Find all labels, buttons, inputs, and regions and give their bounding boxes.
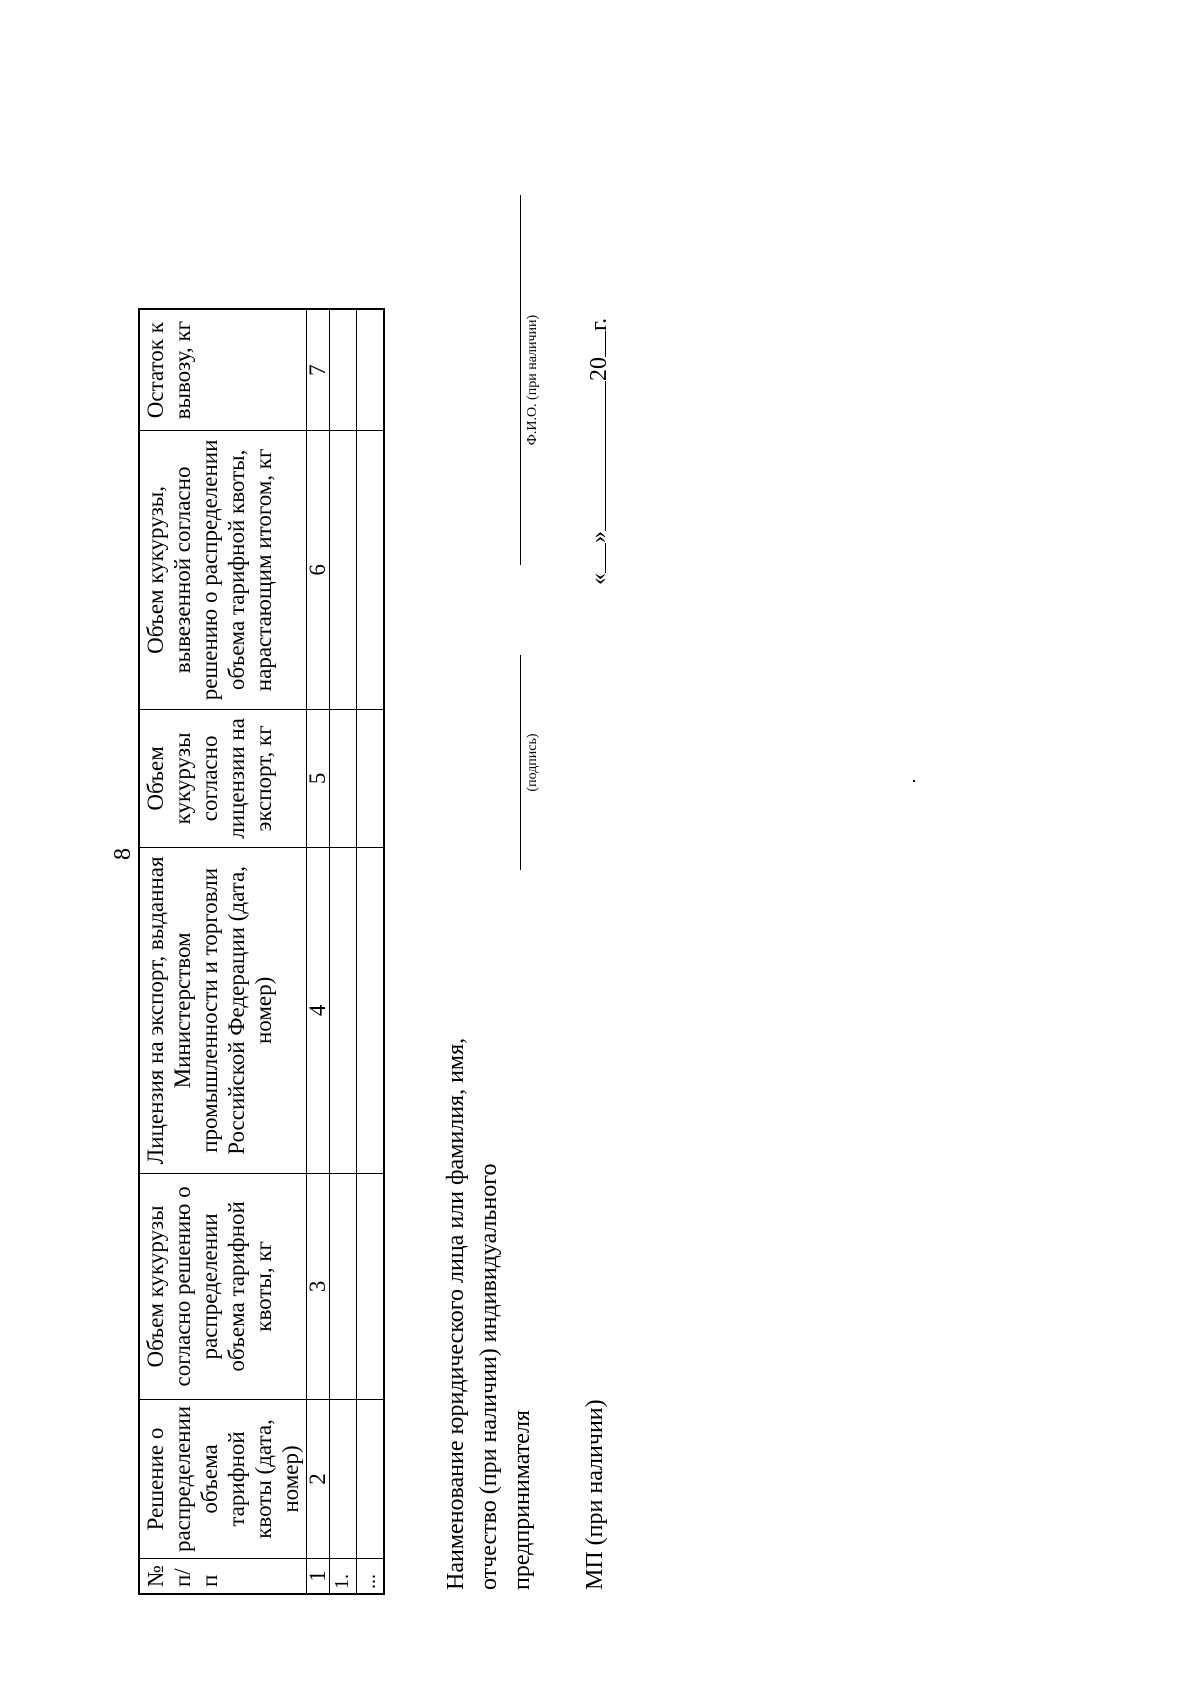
column-number-cell: 3 xyxy=(307,1173,330,1399)
column-number-cell: 4 xyxy=(307,847,330,1173)
column-number-cell: 7 xyxy=(307,309,330,430)
header-cell-license: Лицензия на экспорт, выданная Министерством промышленности и торговли Российской Федерации (дата, номер) xyxy=(139,847,307,1173)
table-cell xyxy=(357,1173,385,1399)
column-number-cell: 1 xyxy=(307,1559,330,1594)
table-header-row xyxy=(139,309,307,1594)
org-line-1: Наименование юридического лица или фамилия, имя, xyxy=(443,1037,469,1590)
signature-line xyxy=(520,655,521,870)
stamp-label: МП (при наличии) xyxy=(582,1399,608,1590)
year-blank xyxy=(585,331,606,357)
column-number-cell: 2 xyxy=(307,1399,330,1558)
table-row xyxy=(357,309,385,1594)
header-cell-decision: Решение о распределении объема тарифной квоты (дата, номер) xyxy=(139,1399,307,1558)
fio-line xyxy=(520,195,521,565)
header-cell-volume-exported: Объем кукурузы, вывезенной согласно решению о распределении объема тарифной квоты, нарастающим итогом, кг xyxy=(139,430,307,709)
date-close-quote: » xyxy=(586,531,612,543)
table-row xyxy=(330,309,357,1594)
table-cell xyxy=(330,309,357,430)
column-number-cell: 5 xyxy=(307,709,330,847)
header-cell-volume-decision: Объем кукурузы согласно решению о распределении объема тарифной квоты, кг xyxy=(139,1173,307,1399)
table-cell xyxy=(357,847,385,1173)
header-cell-number: № п/п xyxy=(139,1559,307,1594)
table-cell xyxy=(357,1399,385,1558)
header-cell-volume-license: Объем кукурузы согласно лицензии на экспорт, кг xyxy=(139,709,307,847)
table-cell xyxy=(357,309,385,430)
signature-caption: (подпись) xyxy=(525,733,540,792)
year-prefix: 20 xyxy=(586,357,612,381)
scan-dot xyxy=(913,780,915,782)
table-cell: 1. xyxy=(330,1559,357,1594)
month-blank xyxy=(585,381,606,531)
year-suffix: г. xyxy=(586,317,612,331)
date-open-quote: « xyxy=(586,573,612,585)
fio-caption: Ф.И.О. (при наличии) xyxy=(525,314,540,446)
register-table xyxy=(138,308,385,1595)
table-cell: ... xyxy=(357,1559,385,1594)
table-cell xyxy=(330,709,357,847)
header-cell-remaining: Остаток к вывозу, кг xyxy=(139,309,307,430)
column-number-cell: 6 xyxy=(307,430,330,709)
date-field xyxy=(585,318,613,585)
table-cell xyxy=(357,709,385,847)
page-number: 8 xyxy=(110,848,136,860)
organization-name-label xyxy=(440,1038,539,1590)
table-cell xyxy=(330,847,357,1173)
org-line-2: отчество (при наличии) индивидуального xyxy=(476,1163,502,1590)
table-cell xyxy=(357,430,385,709)
table-cell xyxy=(330,1173,357,1399)
column-number-row xyxy=(307,309,330,1594)
org-line-3: предпринимателя xyxy=(509,1410,535,1590)
table-cell xyxy=(330,430,357,709)
table-cell xyxy=(330,1399,357,1558)
day-blank xyxy=(585,543,606,573)
